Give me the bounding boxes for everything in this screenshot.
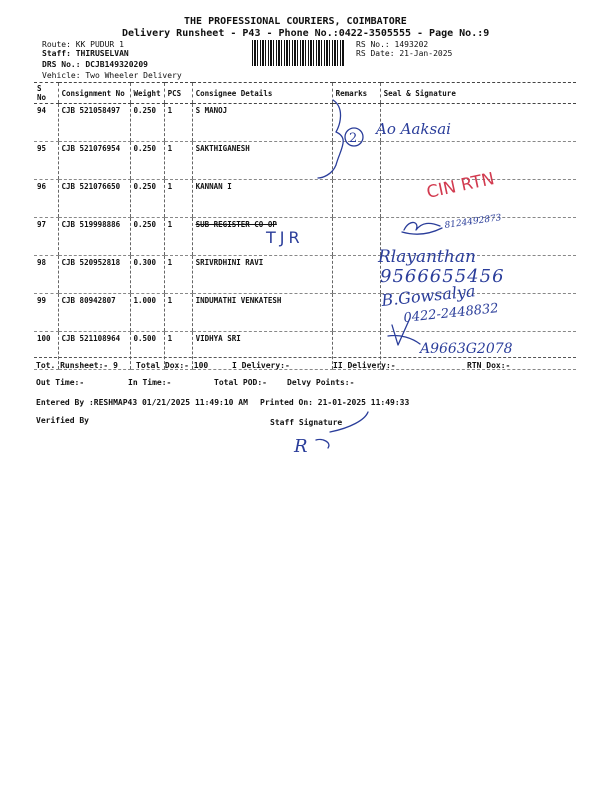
row-consignment: CJB 521076954	[58, 142, 130, 180]
col-weight: Weight	[130, 83, 164, 104]
staff-label: Staff: THIRUSELVAN	[42, 49, 129, 58]
entered-by: Entered By :RESHMAP43 01/21/2025 11:49:10 AM	[36, 398, 248, 407]
printed-on: Printed On: 21-01-2025 11:49:33	[260, 398, 410, 407]
row-consignee: SRIVRDHINI RAVI	[192, 256, 332, 294]
runsheet-table	[34, 82, 576, 370]
delvy-points: Delvy Points:-	[287, 378, 355, 387]
row-sno: 96	[34, 180, 58, 218]
cin-rtn-stamp: CIN RTN	[424, 169, 497, 203]
row-weight: 0.250	[130, 180, 164, 218]
col-remarks: Remarks	[332, 83, 380, 104]
route-label: Route: KK PUDUR 1	[42, 40, 124, 49]
table-row	[34, 256, 576, 294]
rs-date: RS Date: 21-Jan-2025	[356, 49, 453, 58]
signature-row95: Ao Aaksai	[376, 120, 451, 138]
row-consignee: KANNAN I	[192, 180, 332, 218]
row-sno: 98	[34, 256, 58, 294]
row-weight: 0.250	[130, 218, 164, 256]
row-pcs: 1	[164, 332, 192, 370]
verified-by: Verified By	[36, 416, 89, 425]
row-remarks	[332, 294, 380, 332]
row-sno: 95	[34, 142, 58, 180]
row-weight: 0.250	[130, 142, 164, 180]
table-row	[34, 180, 576, 218]
ii-delivery: II Delivery:-	[333, 361, 396, 370]
row-remarks	[332, 256, 380, 294]
row-consignment: CJB 521076650	[58, 180, 130, 218]
phone-row100: A9663G2078	[420, 341, 513, 357]
rtn-dox: RTN Dox:-	[467, 361, 511, 370]
table-row	[34, 142, 576, 180]
row-signature	[380, 218, 576, 256]
row-consignment: CJB 521058497	[58, 104, 130, 142]
row-consignment: CJB 521108964	[58, 332, 130, 370]
tjr-note: TJR	[266, 228, 304, 247]
col-sno: S No	[34, 83, 58, 104]
col-pcs: PCS	[164, 83, 192, 104]
row-pcs: 1	[164, 218, 192, 256]
company-name: THE PROFESSIONAL COURIERS, COIMBATORE	[184, 16, 407, 27]
row-weight: 0.500	[130, 332, 164, 370]
row-consignee: VIDHYA SRI	[192, 332, 332, 370]
row-sno: 99	[34, 294, 58, 332]
row-remarks	[332, 180, 380, 218]
col-consignee: Consignee Details	[192, 83, 332, 104]
signature-row98-name: Rlayanthan	[378, 247, 476, 267]
vehicle-label: Vehicle: Two Wheeler Delivery	[42, 71, 182, 80]
row-remarks	[332, 218, 380, 256]
barcode	[252, 40, 344, 66]
row-sno: 94	[34, 104, 58, 142]
total-pod: Total POD:-	[214, 378, 267, 387]
signature-row99-name: B.Gowsalya	[380, 281, 477, 310]
staff-signature-label: Staff Signature	[270, 418, 343, 427]
runsheet-title: Delivery Runsheet - P43 - Phone No.:0422-3505555 - Page No.:9	[122, 28, 490, 39]
row-remarks	[332, 142, 380, 180]
row-remarks	[332, 104, 380, 142]
row-consignment: CJB 80942807	[58, 294, 130, 332]
row-pcs: 1	[164, 104, 192, 142]
row-signature	[380, 180, 576, 218]
row-pcs: 1	[164, 256, 192, 294]
row-signature	[380, 142, 576, 180]
row-consignee: SAKTHIGANESH	[192, 142, 332, 180]
drs-number: DRS No.: DCJB149320209	[42, 60, 148, 69]
table-row	[34, 218, 576, 256]
row-consignment: CJB 520952818	[58, 256, 130, 294]
total-dox: Total Dox:- 100	[136, 361, 209, 370]
row-consignee: SUB REGISTER CO OP	[192, 218, 332, 256]
row-weight: 0.300	[130, 256, 164, 294]
row-weight: 1.000	[130, 294, 164, 332]
table-row	[34, 104, 576, 142]
table-row	[34, 294, 576, 332]
row-pcs: 1	[164, 180, 192, 218]
remark-number: 2	[349, 131, 358, 146]
row-sno: 100	[34, 332, 58, 370]
in-time: In Time:-	[128, 378, 172, 387]
row-consignee: S MANOJ	[192, 104, 332, 142]
col-consignment: Consignment No	[58, 83, 130, 104]
phone-row99: 0422-2448832	[402, 301, 500, 326]
row-weight: 0.250	[130, 104, 164, 142]
row-signature	[380, 104, 576, 142]
row-sno: 97	[34, 218, 58, 256]
rs-number: RS No.: 1493202	[356, 40, 429, 49]
row-consignment: CJB 519998886	[58, 218, 130, 256]
row-signature	[380, 294, 576, 332]
i-delivery: I Delivery:-	[232, 361, 290, 370]
row-pcs: 1	[164, 294, 192, 332]
out-time: Out Time:-	[36, 378, 85, 387]
phone-row98: 9566655456	[380, 266, 505, 287]
staff-signature-mark: R	[294, 436, 308, 457]
row-consignee: INDUMATHI VENKATESH	[192, 294, 332, 332]
phone-row97: 8124492873	[444, 213, 503, 231]
table-header-row	[34, 83, 576, 104]
footer-divider	[34, 357, 576, 358]
tot-runsheet: Tot. Runsheet:- 9	[36, 361, 118, 370]
row-pcs: 1	[164, 142, 192, 180]
row-signature	[380, 256, 576, 294]
col-seal-signature: Seal & Signature	[380, 83, 576, 104]
